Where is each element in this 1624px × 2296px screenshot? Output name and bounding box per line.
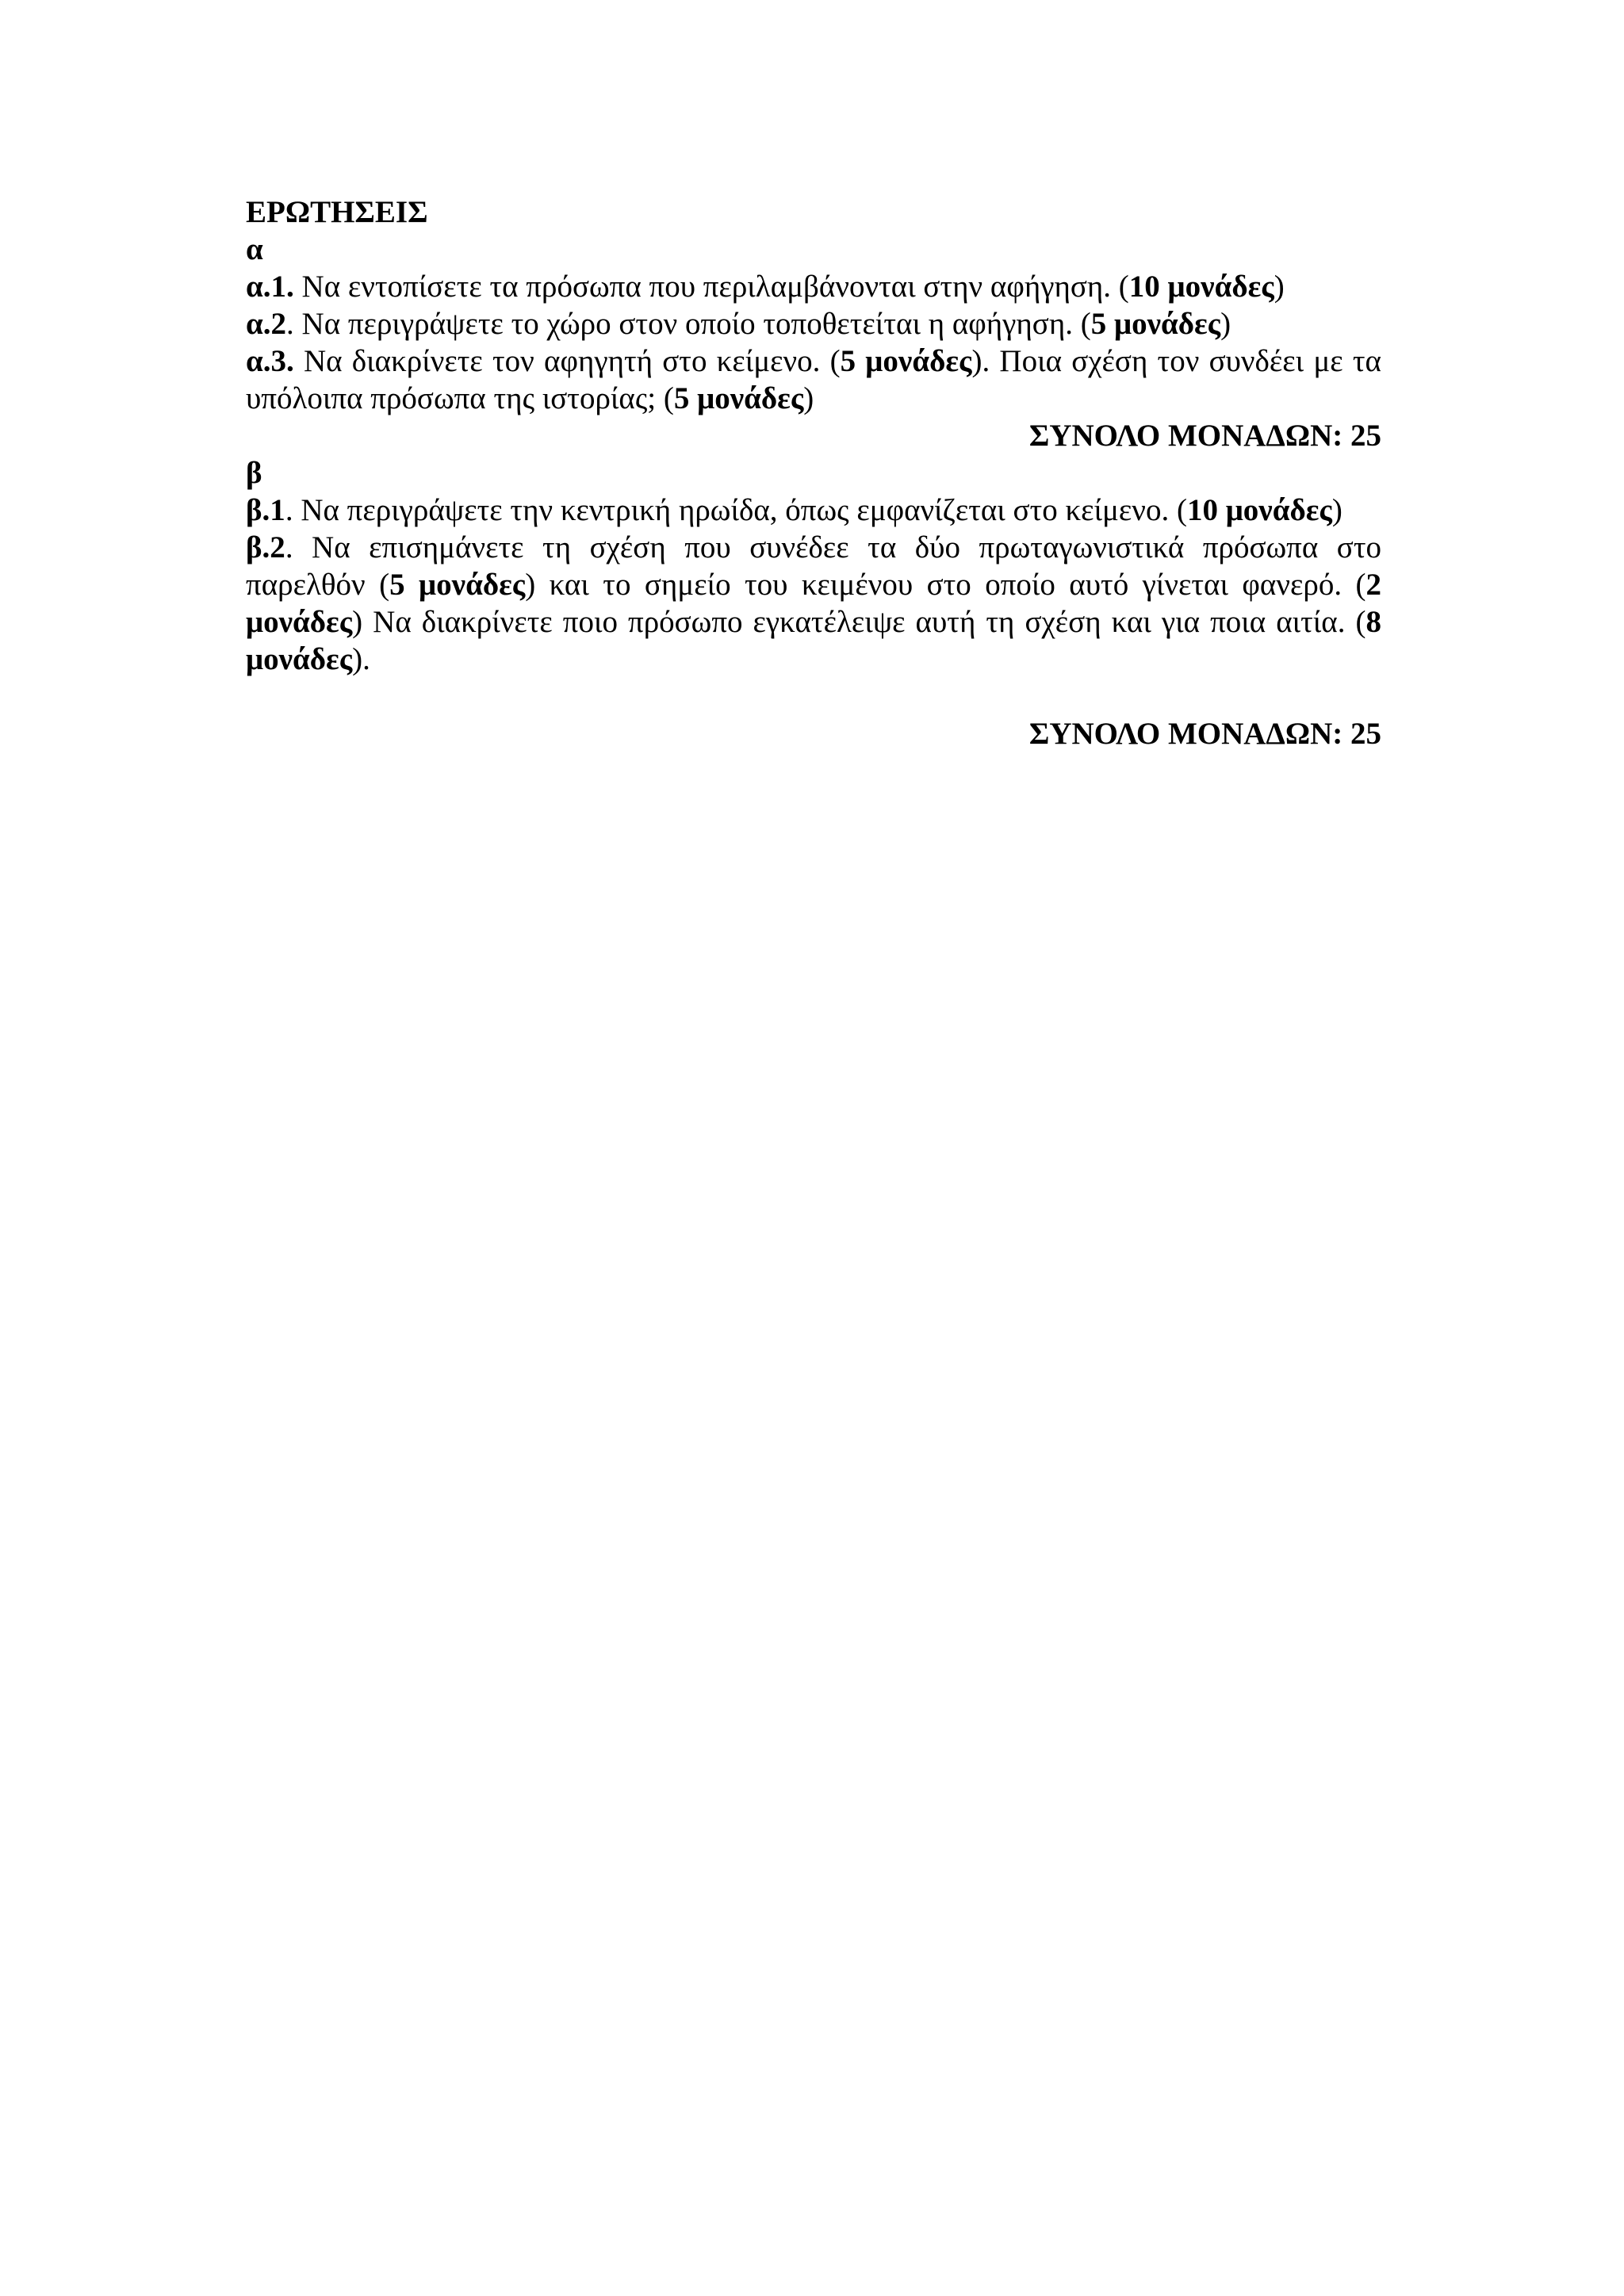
question-points: 5 μονάδες (673, 381, 804, 415)
question-points: 5 μονάδες (389, 568, 526, 602)
section-b-total: ΣΥΝΟΛΟ ΜΟΝΑΔΩΝ: 25 (1028, 717, 1381, 751)
question-a2: α.2. Να περιγράψετε το χώρο στον οποίο τοποθετείται η αφήγηση. (5 μονάδες) (246, 307, 1231, 341)
question-a3: α.3. Να διακρίνετε τον αφηγητή στο κείμενο. (5 μονάδες). Ποια σχέση τον συνδέει με τα υπόλοιπα πρόσωπα της ιστορίας; (5 μονάδες) (246, 344, 1381, 415)
page-title: ΕΡΩΤΗΣΕΙΣ (246, 195, 428, 229)
question-points: 8 μονάδες (246, 605, 1381, 676)
section-a-total: ΣΥΝΟΛΟ ΜΟΝΑΔΩΝ: 25 (1028, 419, 1381, 453)
question-points: 10 μονάδες (1128, 270, 1274, 304)
question-number: α.2 (246, 307, 287, 341)
question-number: β.2 (246, 530, 285, 564)
question-a1: α.1. Να εντοπίσετε τα πρόσωπα που περιλαμβάνονται στην αφήγηση. (10 μονάδες) (246, 270, 1285, 304)
section-a-label: α (246, 232, 263, 266)
question-b1: β.1. Να περιγράψετε την κεντρική ηρωίδα, όπως εμφανίζεται στο κείμενο. (10 μονάδες) (246, 493, 1342, 527)
question-points: 2 μονάδες (246, 568, 1381, 639)
question-points: 10 μονάδες (1186, 493, 1332, 527)
question-number: α.3. (246, 344, 294, 378)
question-b2: β.2. Να επισημάνετε τη σχέση που συνέδεε τα δύο πρωταγωνιστικά πρόσωπα στο παρελθόν (5 μονάδες) και το σημείο του κειμένου στο οποίο αυτό γίνεται φανερό. (2 μονάδες) Να διακρίνετε ποιο πρόσωπο εγκατέλειψε αυτή τη σχέση και για ποια αιτία. (8 μονάδες). (246, 530, 1381, 676)
question-number: α.1. (246, 270, 294, 304)
question-points: 5 μονάδες (840, 344, 972, 378)
questions-content (246, 193, 1381, 752)
question-points: 5 μονάδες (1090, 307, 1221, 341)
question-number: β.1 (246, 493, 285, 527)
section-b-label: β (246, 456, 262, 490)
spacer (246, 678, 1381, 715)
